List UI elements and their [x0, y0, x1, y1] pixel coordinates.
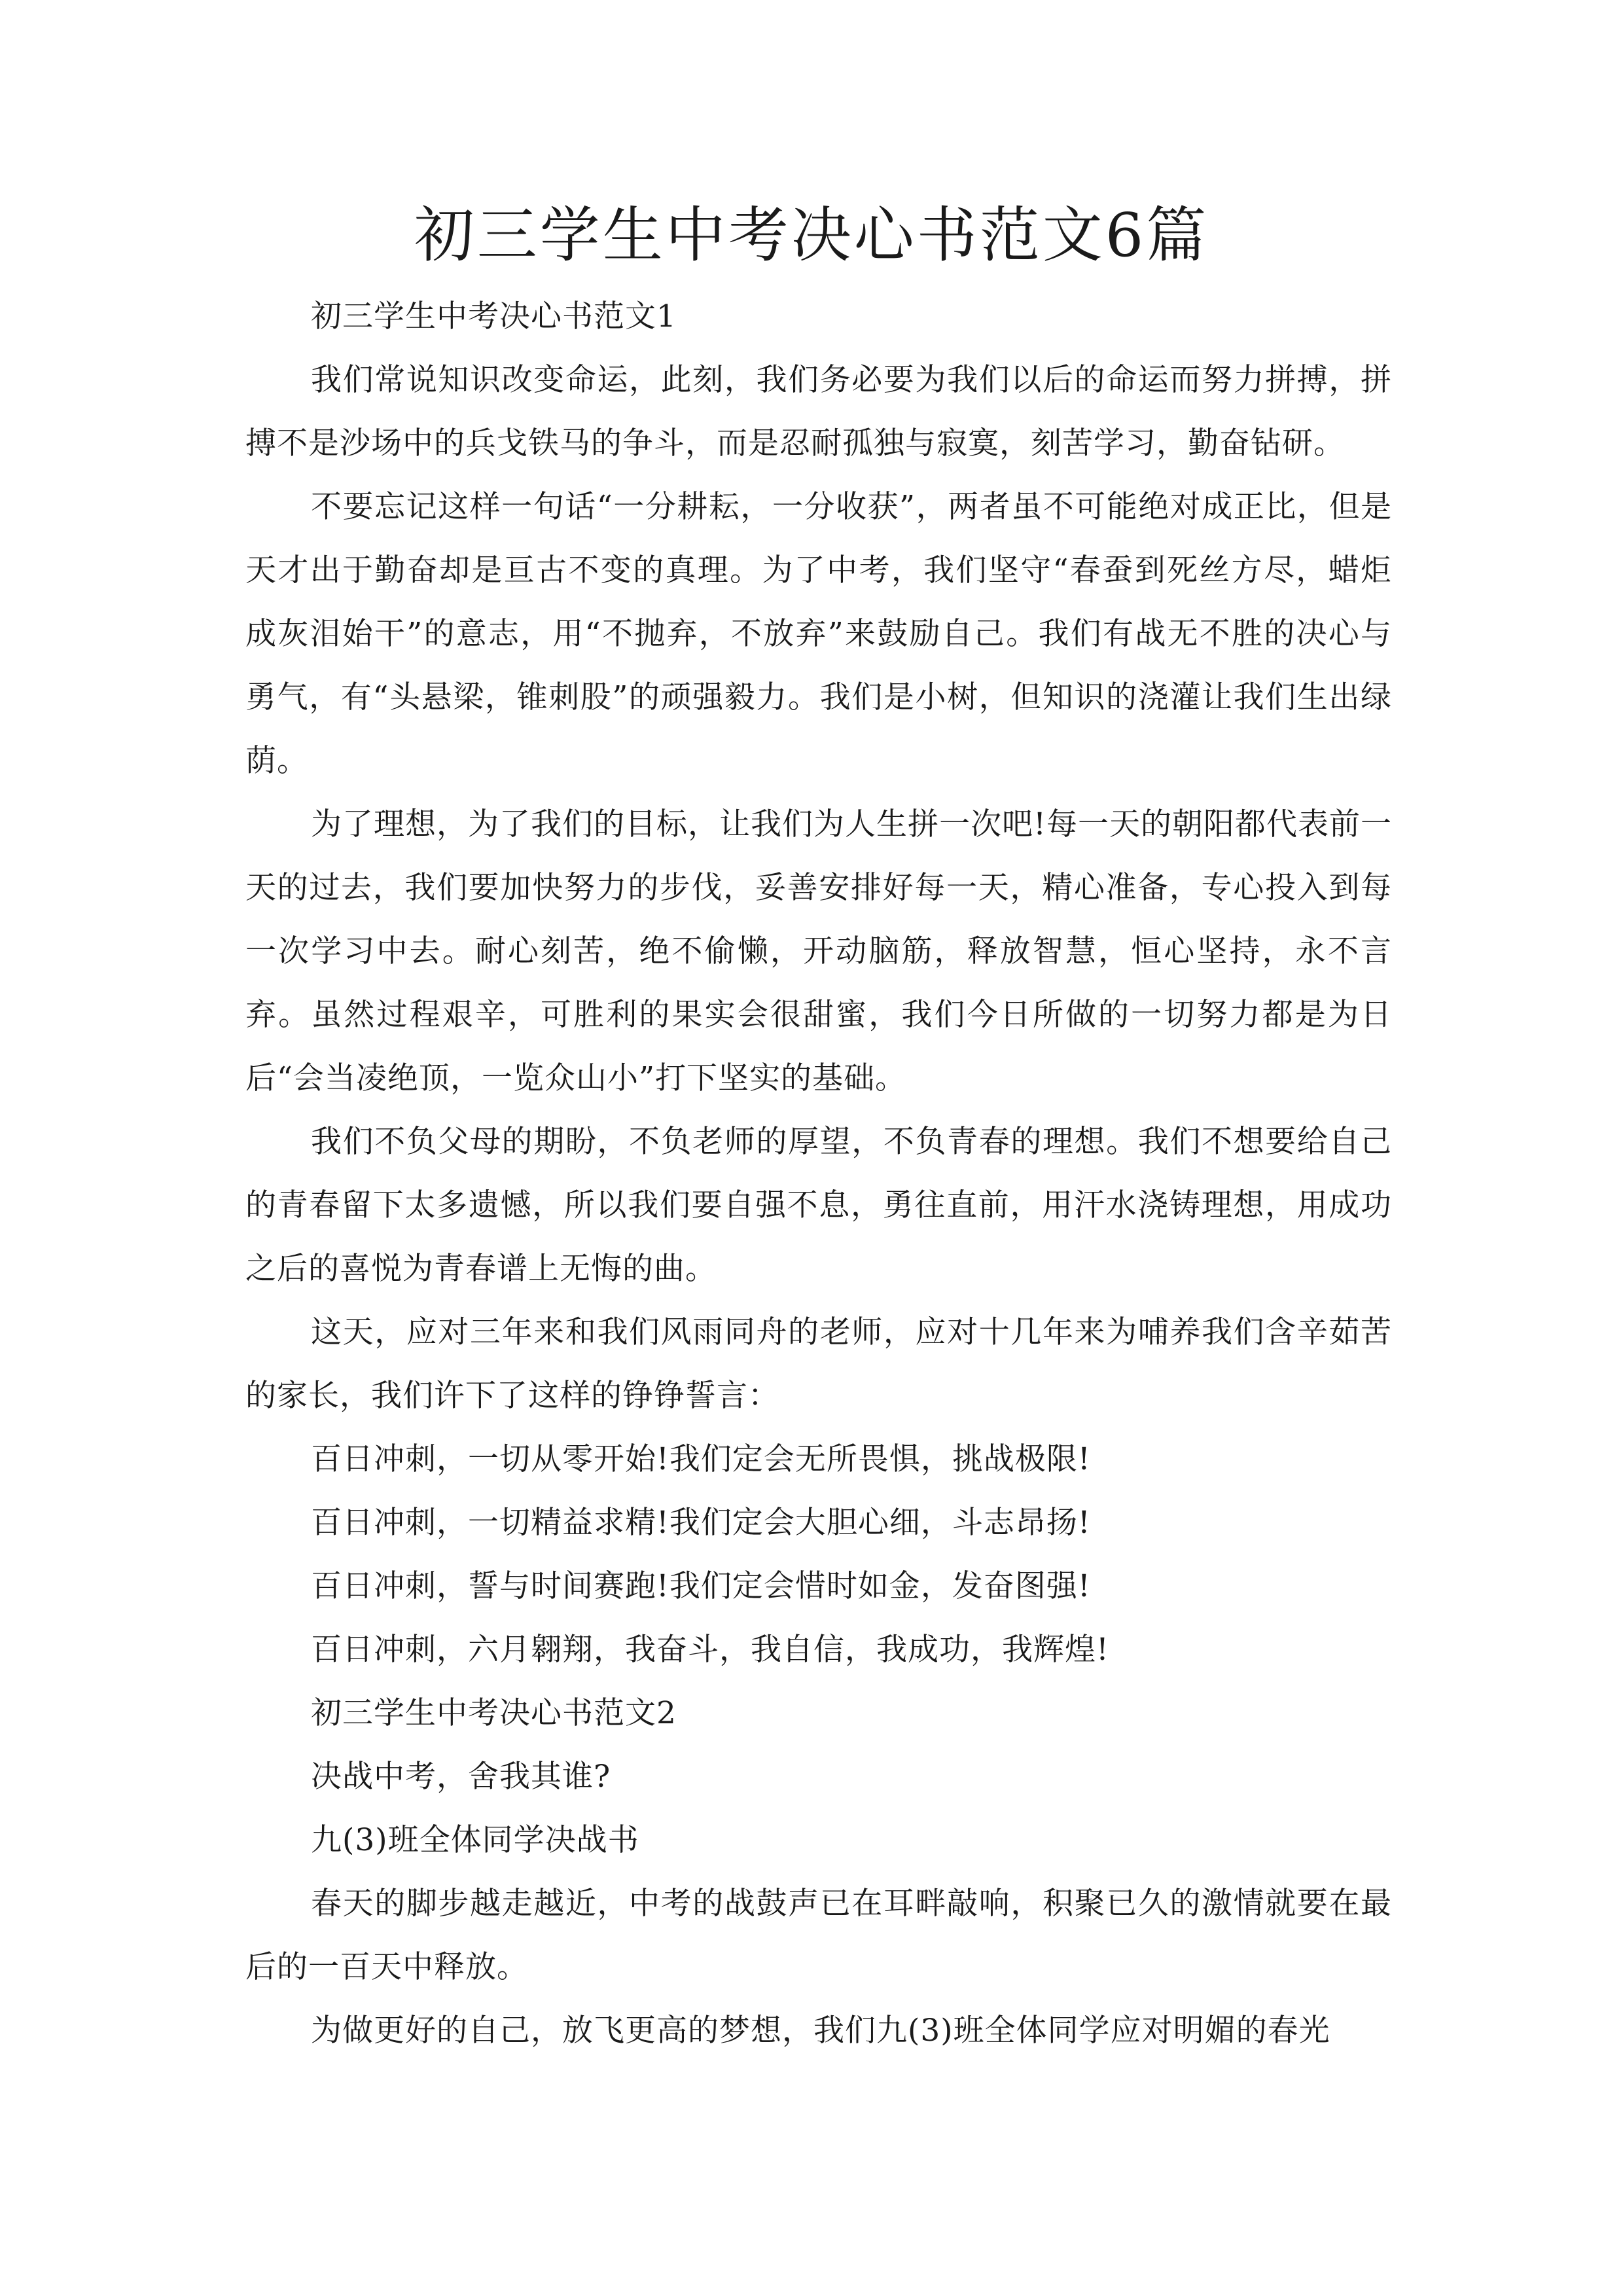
paragraph: 这天，应对三年来和我们风雨同舟的老师，应对十几年来为哺养我们含辛茹苦的家长，我们许下了这样的铮铮誓言： [245, 1314, 1392, 1414]
document-body [245, 285, 1392, 2062]
oath-line: 百日冲刺，六月翱翔，我奋斗，我自信，我成功，我辉煌! [311, 1632, 1109, 1668]
oath-line: 百日冲刺，一切精益求精!我们定会大胆心细，斗志昂扬! [311, 1505, 1091, 1541]
oath-line: 百日冲刺，誓与时间赛跑!我们定会惜时如金，发奋图强! [311, 1568, 1091, 1604]
section-heading: 初三学生中考决心书范文1 [311, 298, 677, 334]
oath-line: 百日冲刺，一切从零开始!我们定会无所畏惧，挑战极限! [311, 1441, 1091, 1477]
paragraph: 我们常说知识改变命运，此刻，我们务必要为我们以后的命运而努力拼搏，拼搏不是沙场中的兵戈铁马的争斗，而是忍耐孤独与寂寞，刻苦学习，勤奋钻研。 [245, 362, 1392, 461]
paragraph: 为了理想，为了我们的目标，让我们为人生拼一次吧!每一天的朝阳都代表前一天的过去，我们要加快努力的步伐，妥善安排好每一天，精心准备，专心投入到每一次学习中去。耐心刻苦，绝不偷懒，开动脑筋，释放智慧，恒心坚持，永不言弃。虽然过程艰辛，可胜利的果实会很甜蜜，我们今日所做的一切努力都是为日后“会当凌绝顶，一览众山小”打下坚实的基础。 [245, 806, 1392, 1096]
section-heading: 初三学生中考决心书范文2 [311, 1695, 677, 1731]
paragraph: 春天的脚步越走越近，中考的战鼓声已在耳畔敲响，积聚已久的激情就要在最后的一百天中释放。 [245, 1886, 1392, 1985]
subheading: 决战中考，舍我其谁? [311, 1759, 611, 1795]
document-title: 初三学生中考决心书范文6篇 [414, 200, 1209, 270]
subheading: 九(3)班全体同学决战书 [311, 1822, 639, 1858]
paragraph: 我们不负父母的期盼，不负老师的厚望，不负青春的理想。我们不想要给自己的青春留下太多遗憾，所以我们要自强不息，勇往直前，用汗水浇铸理想，用成功之后的喜悦为青春谱上无悔的曲。 [245, 1124, 1392, 1287]
paragraph: 不要忘记这样一句话“一分耕耘，一分收获”，两者虽不可能绝对成正比，但是天才出于勤奋却是亘古不变的真理。为了中考，我们坚守“春蚕到死丝方尽，蜡炬成灰泪始干”的意志，用“不抛弃，不放弃”来鼓励自己。我们有战无不胜的决心与勇气，有“头悬梁，锥刺股”的顽强毅力。我们是小树，但知识的浇灌让我们生出绿荫。 [245, 489, 1392, 779]
paragraph: 为做更好的自己，放飞更高的梦想，我们九(3)班全体同学应对明媚的春光 [311, 2013, 1330, 2049]
